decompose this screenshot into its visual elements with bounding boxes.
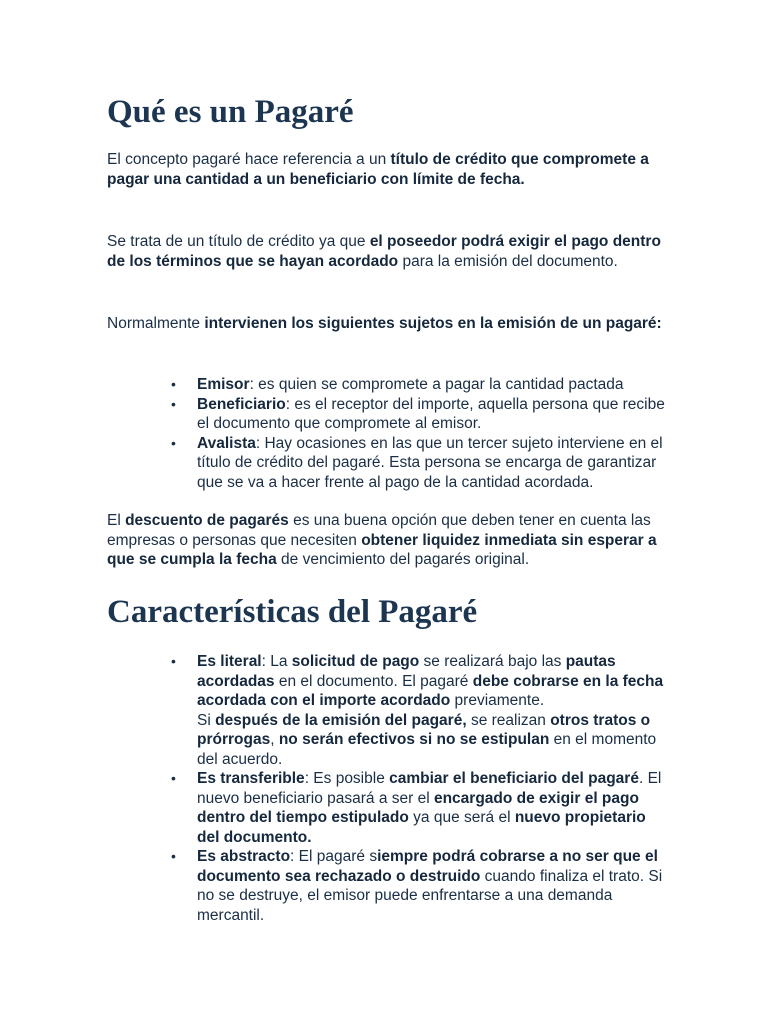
bold-span: solicitud de pago (291, 653, 420, 670)
bold-span: obtener liquidez inmediata sin esperar a que se cumpla la fecha (107, 531, 657, 568)
bold-span: cambiar el beneficiario del pagaré (389, 770, 639, 787)
text-span: para la emisión del documento. (398, 252, 618, 270)
bold-span: encargado de exigir el pago dentro del tiempo estipulado (197, 789, 639, 826)
bold-span: pautas acordadas (197, 653, 616, 690)
text-span: en el documento. El pagaré (274, 672, 473, 690)
bullet-icon: • (171, 395, 176, 412)
list-term: Es abstracto (197, 848, 291, 865)
bold-span: después de la emisión del pagaré, (215, 711, 467, 729)
paragraph-titulo-credito (107, 232, 667, 271)
bullet-icon: • (171, 376, 176, 392)
heading-que-es-un-pagare: Qué es un Pagaré (107, 94, 354, 130)
list-text: : Hay ocasiones en las que un tercer sujeto interviene en el título de crédito del pagaré. Esta persona se encarga de garantizar que se va a hacer frente al pago de la cantidad acordada. (197, 434, 663, 491)
paragraph-concepto (107, 150, 667, 189)
list-item-emisor (171, 375, 667, 395)
bold-span: nuevo propietario del documento. (197, 809, 646, 846)
text-span: Se trata de un título de crédito ya que (107, 233, 370, 250)
list-term: Es literal (197, 653, 262, 670)
bold-span: otros tratos o prórrogas (197, 711, 651, 748)
text-span: Si (197, 711, 216, 729)
text-span: . El nuevo beneficiario pasará a ser el (197, 770, 662, 807)
list-term: Avalista (197, 434, 256, 452)
text-span: se realizan (466, 711, 551, 729)
bullet-icon: • (171, 653, 176, 669)
text-span: El (107, 512, 126, 529)
text-span: de vencimiento del pagarés original. (276, 551, 530, 568)
list-item-avalista (171, 434, 667, 493)
sujetos-list (171, 375, 667, 492)
text-span: se realizará bajo las (419, 653, 566, 670)
bold-span: título de crédito que compromete a pagar una cantidad a un beneficiario con límite de fecha. (107, 151, 649, 188)
text-span: : La (261, 653, 292, 670)
text-span: , (270, 731, 279, 748)
text-span: Normalmente (107, 315, 205, 332)
list-item-es-transferible (171, 769, 667, 847)
list-item-es-abstracto (171, 847, 667, 925)
bullet-icon: • (171, 434, 176, 451)
paragraph-descuento (107, 511, 667, 570)
text-span: es una buena opción que deben tener en cuenta las empresas o personas que necesiten (107, 512, 651, 549)
bullet-icon: • (171, 848, 176, 864)
bold-span: el poseedor podrá exigir el pago dentro de los términos que se hayan acordado (107, 233, 661, 270)
text-span: en el momento del acuerdo. (197, 731, 657, 768)
list-item-beneficiario (171, 395, 667, 434)
list-text: : es quien se compromete a pagar la cantidad pactada (249, 376, 624, 393)
paragraph-sujetos (107, 314, 667, 334)
bold-span: iempre podrá cobrarse a no ser que el documento sea rechazado o destruido (197, 848, 658, 885)
bullet-icon: • (171, 770, 176, 786)
text-span: : Es posible (304, 770, 390, 787)
list-term: Emisor (197, 376, 250, 393)
list-text: : es el receptor del importe, aquella persona que recibe el documento que compromete al emisor. (197, 395, 665, 432)
list-term: Es transferible (197, 770, 305, 787)
bold-span: intervienen los siguientes sujetos en la emisión de un pagaré: (204, 315, 662, 332)
text-span: previamente. (450, 692, 545, 709)
text-span: El concepto pagaré hace referencia a un (107, 151, 391, 168)
text-span: : El pagaré s (290, 848, 378, 865)
text-span: ya que será el (408, 809, 515, 826)
caracteristicas-list (171, 652, 667, 925)
heading-caracteristicas: Características del Pagaré (107, 594, 478, 630)
bold-span: no serán efectivos si no se estipulan (278, 731, 550, 748)
bold-span: descuento de pagarés (125, 512, 289, 529)
bold-span: debe cobrarse en la fecha acordada con el importe acordado (197, 672, 664, 709)
text-span: cuando finaliza el trato. Si no se destruye, el emisor puede enfrentarse a una demanda mercantil. (197, 867, 663, 924)
list-term: Beneficiario (197, 395, 286, 413)
list-item-es-literal (171, 652, 667, 769)
